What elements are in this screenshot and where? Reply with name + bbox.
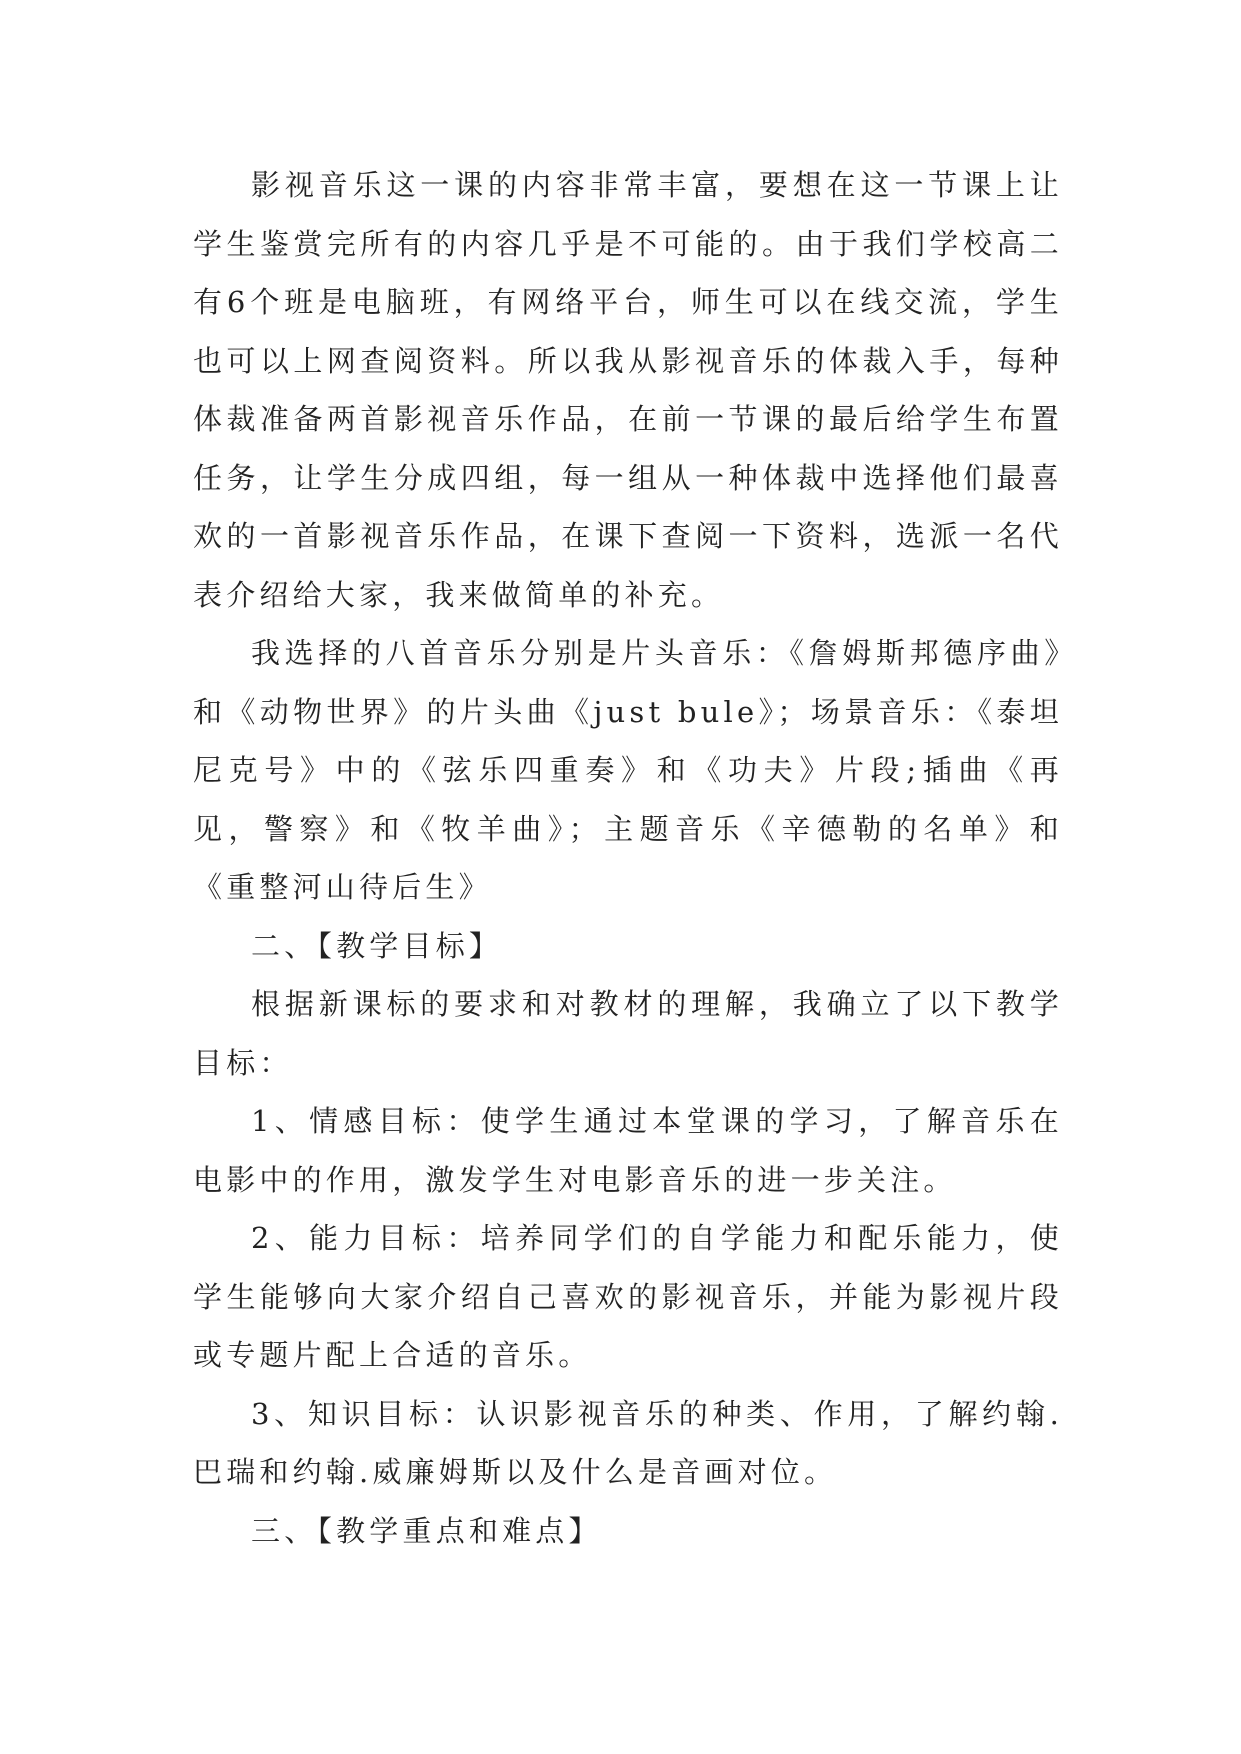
paragraph-emotional-goal: 1、情感目标：使学生通过本堂课的学习，了解音乐在电影中的作用，激发学生对电影音乐的进一步关注。	[193, 1104, 1063, 1197]
section-heading-key-points: 三、【教学重点和难点】	[251, 1513, 602, 1548]
paragraph-knowledge-goal: 3、知识目标：认识影视音乐的种类、作用，了解约翰.巴瑞和约翰.威廉姆斯以及什么是音画对位。	[193, 1396, 1063, 1489]
section-heading-teaching-goals: 二、【教学目标】	[251, 928, 503, 963]
paragraph-ability-goal: 2、能力目标：培养同学们的自学能力和配乐能力，使学生能够向大家介绍自己喜欢的影视音乐，并能为影视片段或专题片配上合适的音乐。	[193, 1221, 1063, 1372]
document-body	[193, 156, 1063, 1560]
paragraph-music-selection: 我选择的八首音乐分别是片头音乐：《詹姆斯邦德序曲》和《动物世界》的片头曲《just bule》；场景音乐：《泰坦尼克号》中的《弦乐四重奏》和《功夫》片段;插曲《再见，警察》和《牧羊曲》；主题音乐《辛德勒的名单》和《重整河山待后生》	[193, 636, 1063, 904]
paragraph-intro: 影视音乐这一课的内容非常丰富，要想在这一节课上让学生鉴赏完所有的内容几乎是不可能的。由于我们学校高二有6个班是电脑班，有网络平台，师生可以在线交流，学生也可以上网查阅资料。所以我从影视音乐的体裁入手，每种体裁准备两首影视音乐作品，在前一节课的最后给学生布置任务，让学生分成四组，每一组从一种体裁中选择他们最喜欢的一首影视音乐作品，在课下查阅一下资料，选派一名代表介绍给大家，我来做简单的补充。	[193, 168, 1063, 612]
paragraph-goals-intro: 根据新课标的要求和对教材的理解，我确立了以下教学目标：	[193, 987, 1063, 1080]
